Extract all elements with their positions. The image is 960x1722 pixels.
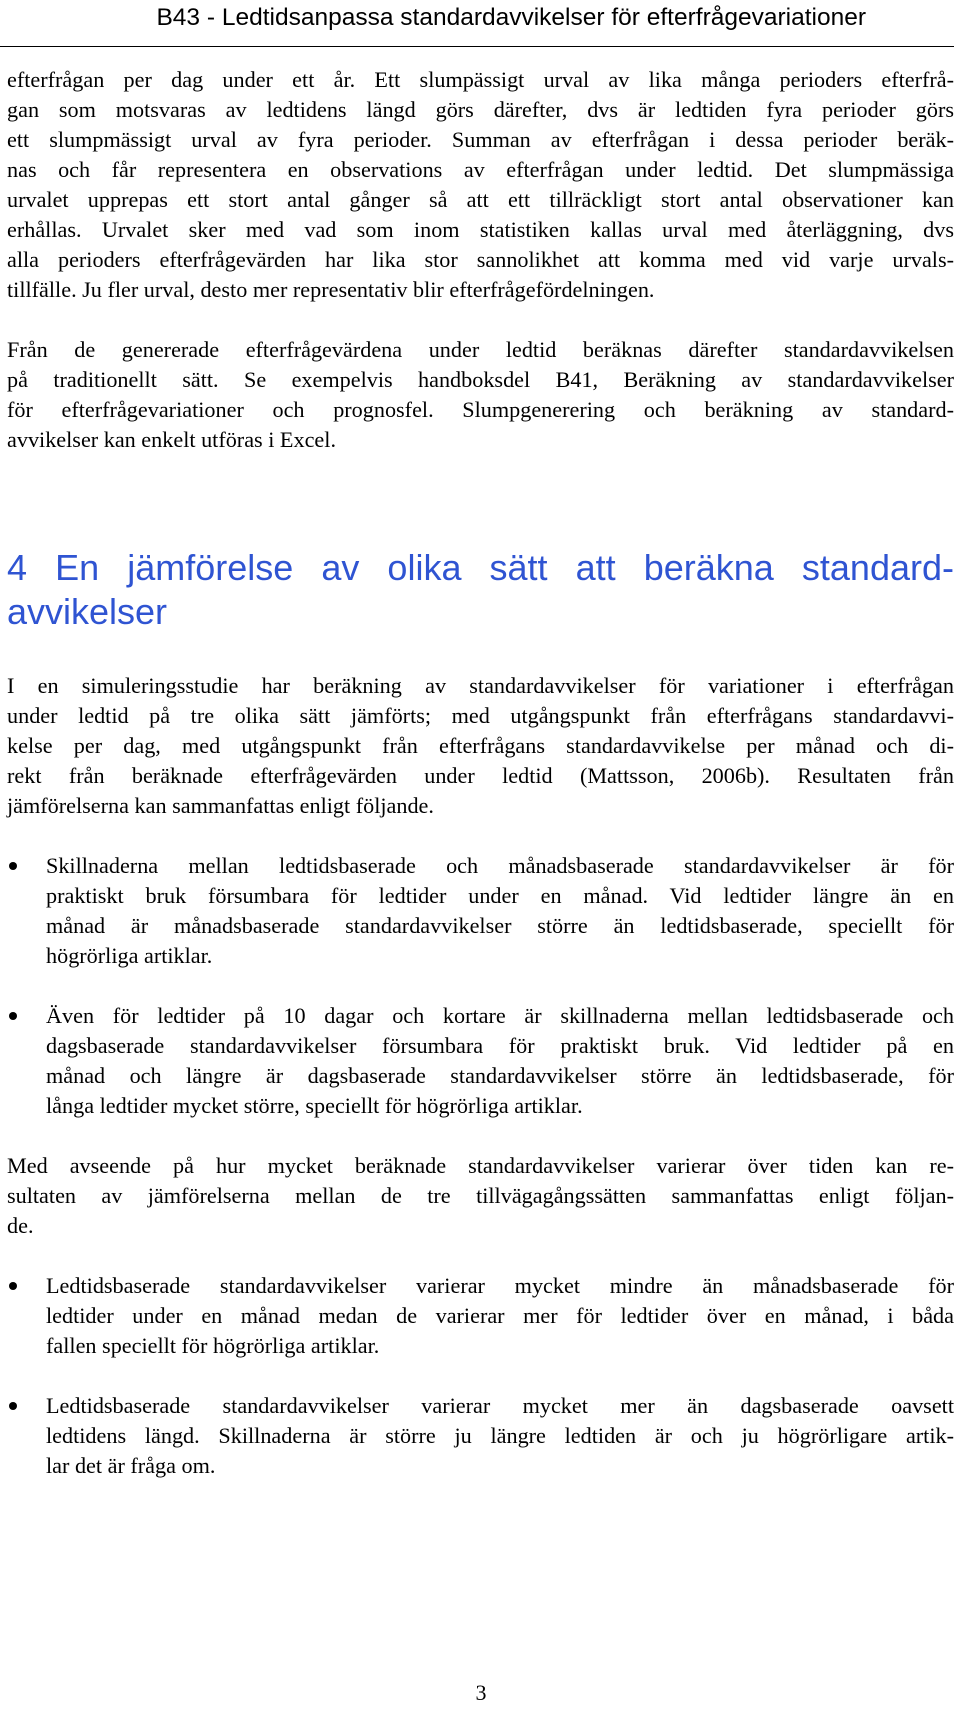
paragraph-line: avvikelser kan enkelt utföras i Excel. (7, 427, 336, 452)
paragraph-line: urvalet upprepas ett stort antal gånger så att ett tillräckligt stort antal observationer kan (7, 187, 954, 212)
section-heading-line: 4 En jämförelse av olika sätt att beräkna standard- (7, 547, 954, 588)
bullet-line: Ledtidsbaserade standardavvikelser varierar mycket mer än dagsbaserade oavsett (46, 1393, 954, 1418)
bullet-line: ledtidens längd. Skillnaderna är större ju längre ledtiden är och ju högrörligare artik- (46, 1423, 954, 1448)
bullet-line: månad är månadsbaserade standardavvikelser större än ledtidsbaserade, speciellt för (46, 913, 954, 938)
paragraph-line: erhållas. Urvalet sker med vad som inom statistiken kallas urval med återläggning, dvs (7, 217, 954, 242)
paragraph-simulation-study (7, 671, 954, 821)
paragraph-line: I en simuleringsstudie har beräkning av standardavvikelser för variationer i efterfrågan (7, 673, 954, 698)
document-body (7, 65, 954, 1481)
bullet-dot (9, 1282, 17, 1290)
bullet-line: månad och längre är dagsbaserade standardavvikelser större än ledtidsbaserade, för (46, 1063, 954, 1088)
bullet-item (7, 1391, 954, 1481)
paragraph-line: nas och får representera en observations av efterfrågan under ledtid. Det slumpmässiga (7, 157, 954, 182)
bullet-dot (9, 1012, 17, 1020)
paragraph-variation-results (7, 1151, 954, 1241)
paragraph-spacing (7, 1121, 954, 1151)
bullet-line: lar det är fråga om. (46, 1453, 216, 1478)
paragraph-line: jämförelserna kan sammanfattas enligt följande. (7, 793, 434, 818)
paragraph-line: alla perioders efterfrågevärden har lika stor sannolikhet att komma med vid varje urvals- (7, 247, 954, 272)
bullet-item (7, 1001, 954, 1121)
paragraph-line: Från de genererade efterfrågevärdena under ledtid beräknas därefter standardavvikelsen (7, 337, 954, 362)
bullet-line: ledtider under en månad medan de varierar mer för ledtider över en månad, i båda (46, 1303, 954, 1328)
paragraph-line: efterfrågan per dag under ett år. Ett slumpässigt urval av lika många perioders efterfrå- (7, 67, 954, 92)
list-item-spacing (7, 971, 954, 1001)
bullet-line: Skillnaderna mellan ledtidsbaserade och månadsbaserade standardavvikelser är för (46, 853, 954, 878)
section-heading-line: avvikelser (7, 591, 168, 632)
paragraph-line: ett slumpmässigt urval av fyra perioder. Summan av efterfrågan i dessa perioder beräk- (7, 127, 954, 152)
list-item-spacing (7, 1361, 954, 1391)
bullet-line: långa ledtider mycket större, speciellt för högrörliga artiklar. (46, 1093, 583, 1118)
paragraph-line: de. (7, 1213, 34, 1238)
bullet-line: Även för ledtider på 10 dagar och kortare är skillnaderna mellan ledtidsbaserade och (46, 1003, 954, 1028)
bullet-line: dagsbaserade standardavvikelser försumbara för praktiskt bruk. Vid ledtider på en (46, 1033, 954, 1058)
paragraph-line: rekt från beräknade efterfrågevärden under ledtid (Mattsson, 2006b). Resultaten från (7, 763, 954, 788)
bullet-line: fallen speciellt för högrörliga artiklar. (46, 1333, 380, 1358)
paragraph-spacing (7, 633, 954, 671)
bullet-dot (9, 1402, 17, 1410)
section-heading (7, 545, 954, 633)
paragraph-line: för efterfrågevariationer och prognosfel. Slumpgenerering och beräkning av standard- (7, 397, 954, 422)
bullet-item (7, 851, 954, 971)
page-number: 3 (475, 1680, 487, 1705)
paragraph-standard-deviation-calculation (7, 335, 954, 455)
list-spacing (7, 821, 954, 851)
paragraph-line: på traditionellt sätt. Se exempelvis handboksdel B41, Beräkning av standardavvikelser (7, 367, 954, 392)
bullet-line: högrörliga artiklar. (46, 943, 213, 968)
heading-spacing (7, 455, 954, 545)
running-header-title: B43 - Ledtidsanpassa standardavvikelser för efterfrågevariationer (156, 4, 866, 31)
running-header (0, 0, 954, 47)
paragraph-spacing (7, 305, 954, 335)
paragraph-line: gan som motsvaras av ledtidens längd görs därefter, dvs är ledtiden fyra perioder görs (7, 97, 954, 122)
paragraph-line: under ledtid på tre olika sätt jämförts; med utgångspunkt från efterfrågans standardavvi- (7, 703, 954, 728)
bullet-dot (9, 862, 17, 870)
bullet-line: Ledtidsbaserade standardavvikelser varierar mycket mindre än månadsbaserade för (46, 1273, 954, 1298)
bullet-line: praktiskt bruk försumbara för ledtider under en månad. Vid ledtider längre än en (46, 883, 954, 908)
paragraph-random-sampling (7, 65, 954, 305)
paragraph-line: Med avseende på hur mycket beräknade standardavvikelser varierar över tiden kan re- (7, 1153, 954, 1178)
paragraph-line: kelse per dag, med utgångspunkt från efterfrågans standardavvikelse per månad och di- (7, 733, 954, 758)
bullet-item (7, 1271, 954, 1361)
paragraph-line: sultaten av jämförelserna mellan de tre tillvägagångssätten sammanfattas enligt följan- (7, 1183, 954, 1208)
list-spacing (7, 1241, 954, 1271)
paragraph-line: tillfälle. Ju fler urval, desto mer representativ blir efterfrågefördelningen. (7, 277, 655, 302)
